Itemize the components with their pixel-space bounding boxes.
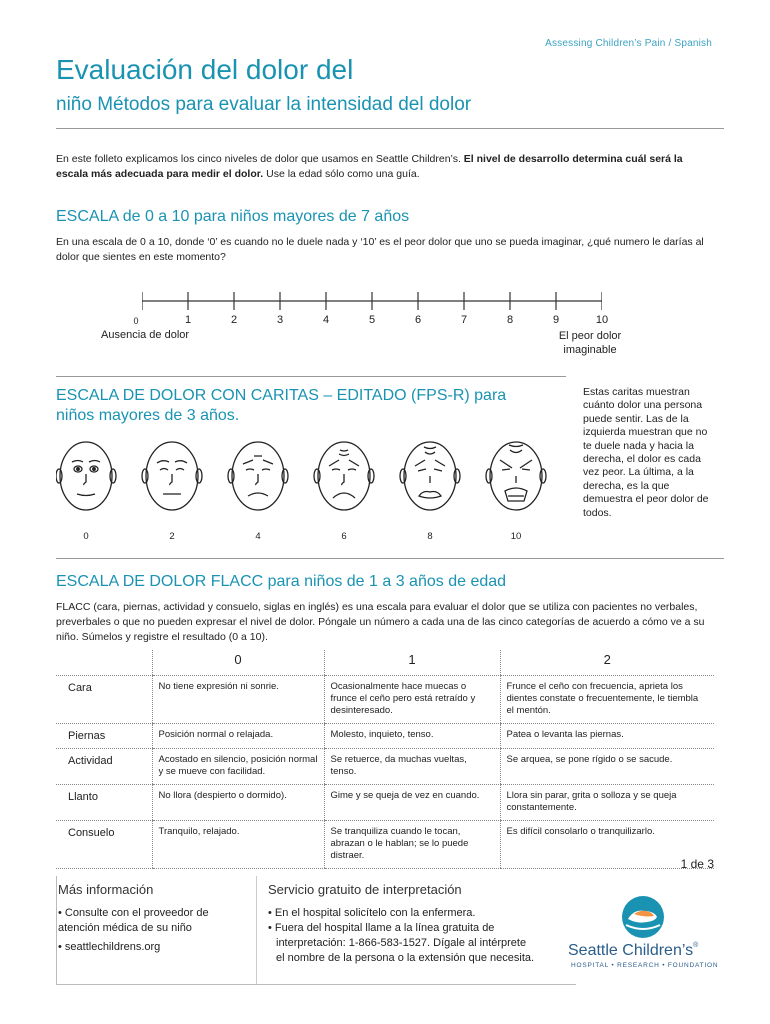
row-value-0: Acostado en silencio, posición normal y se mueve con facilidad.	[152, 749, 324, 785]
row-value-1: Molesto, inquieto, tenso.	[324, 724, 500, 749]
face-0-icon	[56, 442, 116, 510]
footer-left-border	[56, 876, 57, 984]
flacc-header-row	[56, 650, 714, 676]
logo-name: Seattle Children’s	[568, 942, 694, 959]
flacc-col-2: 2	[500, 650, 714, 676]
tick-label: 0	[133, 316, 139, 326]
footer	[56, 876, 724, 986]
page-number: 1 de 3	[680, 857, 714, 871]
interpretation-heading: Servicio gratuito de interpretación	[268, 882, 462, 897]
faces-heading	[56, 386, 506, 426]
tick-label: 1	[184, 314, 192, 326]
row-value-0: No tiene expresión ni sonrie.	[152, 676, 324, 724]
left-anchor-label: Ausencia de dolor	[101, 329, 190, 341]
face-label: 2	[169, 531, 175, 542]
logo-trademark: ®	[693, 942, 699, 949]
faces-illustration	[56, 436, 566, 528]
face-10-icon	[486, 442, 546, 510]
title-divider	[56, 128, 724, 129]
flacc-divider	[56, 558, 724, 559]
face-label: 6	[341, 531, 347, 542]
tick-label: 9	[552, 314, 560, 326]
row-value-2: Se arquea, se pone rígido o se sacude.	[500, 749, 714, 785]
tick-label: 2	[230, 314, 238, 326]
intro-text-end: Use la edad sólo como una guía.	[263, 168, 420, 180]
right-anchor-line2: imaginable	[563, 344, 617, 356]
footer-bottom-border	[56, 984, 576, 985]
table-row	[56, 821, 714, 869]
face-6-icon	[314, 442, 374, 510]
intro-bold: El nivel de desarrollo determina cuál será la escala más adecuada para medir el dolor.	[56, 153, 683, 180]
row-value-0: Tranquilo, relajado.	[152, 821, 324, 869]
footer-column-divider	[256, 876, 257, 984]
interpretation-item: • Fuera del hospital llame a la línea gratuita de interpretación: 1-866-583-1527. Dígale al intérprete el nombre de la persona o la extensión que necesita.	[268, 922, 535, 964]
flacc-text: FLACC (cara, piernas, actividad y consuelo, siglas en inglés) es una escala para evaluar el dolor que se utiliza con pacientes no verbales, preverbales o que no pueden expresar el nivel de dolor. Póngale un número a cada una de las cinco categorías de acuerdo a cómo ve a su niño. Súmelos y registre el resultado (0 a 10).	[56, 601, 705, 643]
document-tag: Assessing Children’s Pain / Spanish	[545, 38, 712, 49]
scale10-text: En una escala de 0 a 10, donde ‘0’ es cuando no le duele nada y ‘10’ es el peor dolor que uno se pueda imaginar, ¿qué numero le darías al dolor que sientes en este momento?	[56, 236, 704, 263]
row-value-1: Ocasionalmente hace muecas o frunce el ceño pero está retraído y desinteresado.	[324, 676, 500, 724]
table-row	[56, 785, 714, 821]
logo-tagline: HOSPITAL • RESEARCH • FOUNDATION	[571, 962, 719, 969]
row-value-2: Llora sin parar, grita o solloza y se queja constantemente.	[500, 785, 714, 821]
tick-label: 6	[414, 314, 422, 326]
face-label: 10	[510, 531, 522, 542]
faces-divider	[56, 376, 566, 377]
faces-side-text: Estas caritas muestran cuánto dolor una persona puede sentir. Las de la izquierda muestran que no te duele nada y hacia la derecha, el dolor es cada vez peor. La última, a la derecha, es la que demuestra el peor dolor de todos.	[583, 386, 709, 519]
intro-text: En este folleto explicamos los cinco niveles de dolor que usamos en Seattle Children’s.	[56, 153, 464, 165]
more-info-item: • Consulte con el proveedor de atención médica de su niño	[58, 907, 209, 934]
tick-label: 7	[460, 314, 468, 326]
tick-label: 10	[595, 314, 609, 326]
whale-logo-icon	[620, 894, 666, 940]
face-label: 8	[427, 531, 433, 542]
row-category: Consuelo	[56, 821, 152, 869]
scale10-heading: ESCALA de 0 a 10 para niños mayores de 7 años	[56, 208, 410, 225]
face-label: 4	[255, 531, 261, 542]
row-value-1: Se retuerce, da muchas vueltas, tenso.	[324, 749, 500, 785]
number-line	[142, 290, 602, 312]
right-anchor-line1: El peor dolor	[558, 330, 622, 342]
tick-label: 3	[276, 314, 284, 326]
row-value-1: Gime y se queja de vez en cuando.	[324, 785, 500, 821]
row-category: Llanto	[56, 785, 152, 821]
tick-label: 4	[322, 314, 330, 326]
flacc-table	[56, 650, 714, 869]
faces-heading-line1: ESCALA DE DOLOR CON CARITAS – EDITADO (FPS-R) para	[56, 387, 507, 404]
table-row	[56, 724, 714, 749]
row-value-1: Se tranquiliza cuando le tocan, abrazan o le hablan; se lo puede distraer.	[324, 821, 500, 869]
row-category: Actividad	[56, 749, 152, 785]
tick-label: 8	[506, 314, 514, 326]
flacc-header-blank	[56, 650, 152, 676]
flacc-col-1: 1	[324, 650, 500, 676]
flacc-col-0: 0	[152, 650, 324, 676]
row-value-2: Es difícil consolarlo o tranquilizarlo.	[500, 821, 714, 869]
table-row	[56, 749, 714, 785]
tick-label: 5	[368, 314, 376, 326]
row-category: Cara	[56, 676, 152, 724]
face-2-icon	[142, 442, 202, 510]
intro-paragraph	[56, 152, 716, 182]
row-value-0: No llora (despierto o dormido).	[152, 785, 324, 821]
faces-heading-line2: niños mayores de 3 años.	[56, 407, 240, 424]
flacc-heading: ESCALA DE DOLOR FLACC para niños de 1 a 3 años de edad	[56, 573, 507, 590]
more-info-item[interactable]: • seattlechildrens.org	[58, 941, 161, 953]
face-8-icon	[400, 442, 460, 510]
row-category: Piernas	[56, 724, 152, 749]
row-value-2: Frunce el ceño con frecuencia, aprieta los dientes constate o frecuentemente, le tiembla el mentón.	[500, 676, 714, 724]
table-row	[56, 676, 714, 724]
interpretation-item: • En el hospital solicítelo con la enfermera.	[268, 907, 476, 919]
row-value-0: Posición normal o relajada.	[152, 724, 324, 749]
face-4-icon	[228, 442, 288, 510]
face-label: 0	[83, 531, 89, 542]
row-value-2: Patea o levanta las piernas.	[500, 724, 714, 749]
right-anchor-label	[540, 329, 640, 357]
page-title: Evaluación del dolor del	[56, 54, 354, 85]
page-subtitle: niño Métodos para evaluar la intensidad del dolor	[56, 94, 472, 115]
more-info-heading: Más información	[58, 882, 154, 897]
logo-wordmark	[568, 942, 698, 960]
